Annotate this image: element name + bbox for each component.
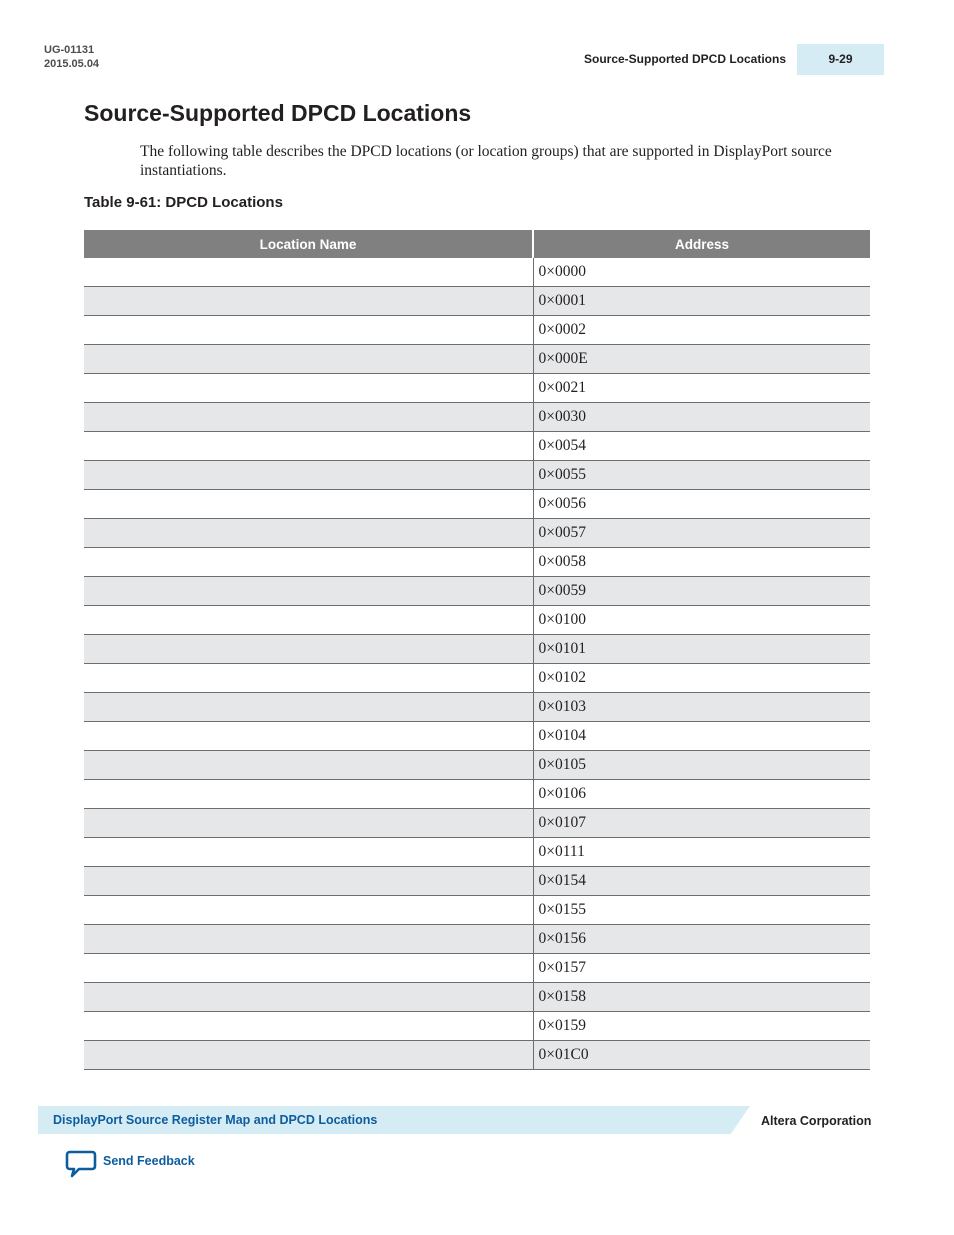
column-header-location-name: Location Name <box>84 230 533 258</box>
address-cell: 0×0157 <box>533 954 870 983</box>
location-name-cell <box>84 751 533 780</box>
table-row <box>84 258 870 287</box>
address-cell: 0×0054 <box>533 432 870 461</box>
table-row <box>84 461 870 490</box>
address-cell: 0×0158 <box>533 983 870 1012</box>
location-name-cell <box>84 867 533 896</box>
address-cell: 0×0154 <box>533 867 870 896</box>
table-body <box>84 258 870 1070</box>
table-row <box>84 838 870 867</box>
table-row <box>84 867 870 896</box>
table-row <box>84 722 870 751</box>
location-name-cell <box>84 722 533 751</box>
table-row <box>84 635 870 664</box>
table-row <box>84 1012 870 1041</box>
location-name-cell <box>84 548 533 577</box>
table-row <box>84 925 870 954</box>
location-name-cell <box>84 1012 533 1041</box>
column-header-address: Address <box>533 230 870 258</box>
send-feedback-link[interactable]: Send Feedback <box>103 1154 195 1168</box>
table-row <box>84 577 870 606</box>
address-cell: 0×0104 <box>533 722 870 751</box>
location-name-cell <box>84 519 533 548</box>
table-row <box>84 1041 870 1070</box>
location-name-cell <box>84 490 533 519</box>
table-row <box>84 490 870 519</box>
location-name-cell <box>84 896 533 925</box>
location-name-cell <box>84 345 533 374</box>
address-cell: 0×0030 <box>533 403 870 432</box>
location-name-cell <box>84 316 533 345</box>
location-name-cell <box>84 693 533 722</box>
location-name-cell <box>84 809 533 838</box>
address-cell: 0×0001 <box>533 287 870 316</box>
footer-company-name: Altera Corporation <box>761 1114 872 1128</box>
address-cell: 0×0059 <box>533 577 870 606</box>
location-name-cell <box>84 838 533 867</box>
location-name-cell <box>84 606 533 635</box>
table-row <box>84 345 870 374</box>
address-cell: 0×0000 <box>533 258 870 287</box>
address-cell: 0×0103 <box>533 693 870 722</box>
page-title: Source-Supported DPCD Locations <box>84 100 472 126</box>
table-header-row <box>84 230 870 258</box>
location-name-cell <box>84 577 533 606</box>
location-name-cell <box>84 461 533 490</box>
table-caption: Table 9-61: DPCD Locations <box>84 194 283 211</box>
table-row <box>84 403 870 432</box>
location-name-cell <box>84 664 533 693</box>
address-cell: 0×0101 <box>533 635 870 664</box>
footer-document-link[interactable]: DisplayPort Source Register Map and DPCD Locations <box>53 1113 378 1127</box>
table-row <box>84 983 870 1012</box>
address-cell: 0×0105 <box>533 751 870 780</box>
address-cell: 0×0021 <box>533 374 870 403</box>
location-name-cell <box>84 780 533 809</box>
location-name-cell <box>84 983 533 1012</box>
location-name-cell <box>84 374 533 403</box>
location-name-cell <box>84 258 533 287</box>
address-cell: 0×0055 <box>533 461 870 490</box>
table-row <box>84 664 870 693</box>
address-cell: 0×0058 <box>533 548 870 577</box>
location-name-cell <box>84 1041 533 1070</box>
table-row <box>84 780 870 809</box>
table-row <box>84 809 870 838</box>
address-cell: 0×0102 <box>533 664 870 693</box>
address-cell: 0×0159 <box>533 1012 870 1041</box>
table-row <box>84 374 870 403</box>
dpcd-locations-table <box>84 230 870 1070</box>
address-cell: 0×0056 <box>533 490 870 519</box>
speech-bubble-icon[interactable] <box>65 1150 97 1178</box>
location-name-cell <box>84 432 533 461</box>
address-cell: 0×0002 <box>533 316 870 345</box>
document-number: UG-01131 <box>44 44 95 56</box>
table-row <box>84 751 870 780</box>
header-section-title: Source-Supported DPCD Locations <box>583 52 786 66</box>
location-name-cell <box>84 403 533 432</box>
table-row <box>84 896 870 925</box>
address-cell: 0×0156 <box>533 925 870 954</box>
table-row <box>84 316 870 345</box>
address-cell: 0×0107 <box>533 809 870 838</box>
table-row <box>84 606 870 635</box>
table-row <box>84 519 870 548</box>
document-id-block <box>44 43 99 71</box>
address-cell: 0×000E <box>533 345 870 374</box>
table-row <box>84 548 870 577</box>
address-cell: 0×01C0 <box>533 1041 870 1070</box>
location-name-cell <box>84 925 533 954</box>
location-name-cell <box>84 954 533 983</box>
address-cell: 0×0111 <box>533 838 870 867</box>
intro-paragraph: The following table describes the DPCD locations (or location groups) that are supported in DisplayPort source instantiations. <box>140 143 832 179</box>
location-name-cell <box>84 287 533 316</box>
address-cell: 0×0100 <box>533 606 870 635</box>
table-row <box>84 954 870 983</box>
address-cell: 0×0155 <box>533 896 870 925</box>
address-cell: 0×0106 <box>533 780 870 809</box>
document-date: 2015.05.04 <box>44 58 100 70</box>
table-row <box>84 432 870 461</box>
address-cell: 0×0057 <box>533 519 870 548</box>
location-name-cell <box>84 635 533 664</box>
page-number: 9-29 <box>797 44 884 75</box>
table-row <box>84 287 870 316</box>
table-row <box>84 693 870 722</box>
